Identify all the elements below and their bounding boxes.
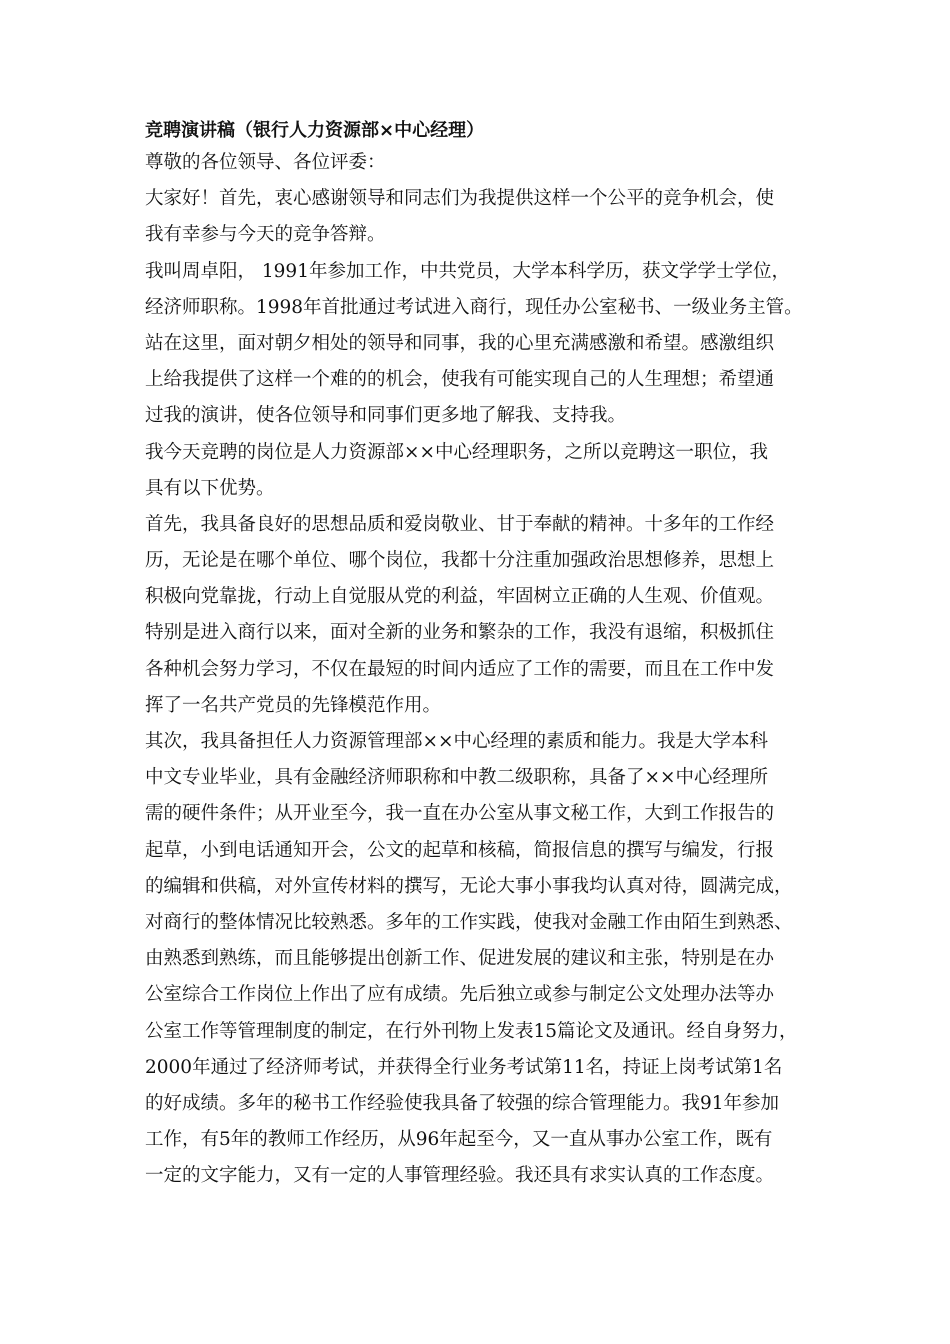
text-line: 大家好！首先，衷心感谢领导和同志们为我提供这样一个公平的竞争机会，使	[145, 188, 775, 210]
text-line: 需的硬件条件；从开业至今，我一直在办公室从事文秘工作，大到工作报告的	[145, 803, 775, 825]
text-line: 具有以下优势。	[145, 477, 275, 499]
text-line: 的编辑和供稿，对外宣传材料的撰写，无论大事小事我均认真对待，圆满完成，	[145, 875, 793, 897]
text-line: 的好成绩。多年的秘书工作经验使我具备了较强的综合管理能力。我91年参加	[145, 1092, 780, 1114]
text-line: 特别是进入商行以来，面对全新的业务和繁杂的工作，我没有退缩，积极抓住	[145, 622, 775, 644]
text-line: 公室工作等管理制度的制定，在行外刊物上发表15篇论文及通讯。经自身努力，	[145, 1020, 798, 1042]
text-line: 积极向党靠拢，行动上自觉服从党的利益，牢固树立正确的人生观、价值观。	[145, 586, 775, 608]
text-line: 其次，我具备担任人力资源管理部××中心经理的素质和能力。我是大学本科	[145, 731, 769, 752]
text-line: 中文专业毕业，具有金融经济师职称和中教二级职称，具备了××中心经理所	[145, 767, 769, 789]
text-line: 首先，我具备良好的思想品质和爱岗敬业、甘于奉献的精神。十多年的工作经	[145, 513, 775, 535]
text-line: 各种机会努力学习，不仅在最短的时间内适应了工作的需要，而且在工作中发	[145, 658, 775, 680]
text-line: 过我的演讲，使各位领导和同事们更多地了解我、支持我。	[145, 405, 627, 427]
text-line: 站在这里，面对朝夕相处的领导和同事，我的心里充满感激和希望。感激组织	[145, 332, 775, 354]
text-line: 工作，有5年的教师工作经历，从96年起至今，又一直从事办公室工作，既有	[145, 1129, 773, 1151]
text-line: 经济师职称。1998年首批通过考试进入商行，现任办公室秘书、一级业务主管。	[145, 296, 803, 318]
text-line: 对商行的整体情况比较熟悉。多年的工作实践，使我对金融工作由陌生到熟悉、	[145, 911, 793, 933]
text-line: 起草，小到电话通知开会，公文的起草和核稿，简报信息的撰写与编发，行报	[145, 839, 775, 861]
text-line: 我有幸参与今天的竞争答辩。	[145, 224, 386, 246]
text-line: 尊敬的各位领导、各位评委：	[145, 152, 386, 173]
text-line: 一定的文字能力，又有一定的人事管理经验。我还具有求实认真的工作态度。	[145, 1165, 775, 1187]
text-line: 公室综合工作岗位上作出了应有成绩。先后独立或参与制定公文处理办法等办	[145, 984, 775, 1006]
text-line: 挥了一名共产党员的先锋模范作用。	[145, 694, 442, 716]
text-line: 历，无论是在哪个单位、哪个岗位，我都十分注重加强政治思想修养，思想上	[145, 550, 775, 572]
text-line: 2000年通过了经济师考试，并获得全行业务考试第11名，持证上岗考试第1名	[145, 1056, 783, 1078]
document-title: 竞聘演讲稿（银行人力资源部×中心经理）	[145, 120, 485, 141]
text-line: 上给我提供了这样一个难的的机会，使我有可能实现自己的人生理想；希望通	[145, 369, 775, 391]
text-line: 我叫周卓阳， 1991年参加工作，中共党员，大学本科学历，获文学学士学位，	[145, 260, 790, 282]
document-body	[145, 116, 817, 1194]
paragraph-lines	[145, 145, 817, 1194]
text-line: 我今天竞聘的岗位是人力资源部××中心经理职务，之所以竞聘这一职位，我	[145, 441, 769, 463]
text-line: 由熟悉到熟练，而且能够提出创新工作、促进发展的建议和主张，特别是在办	[145, 948, 775, 970]
